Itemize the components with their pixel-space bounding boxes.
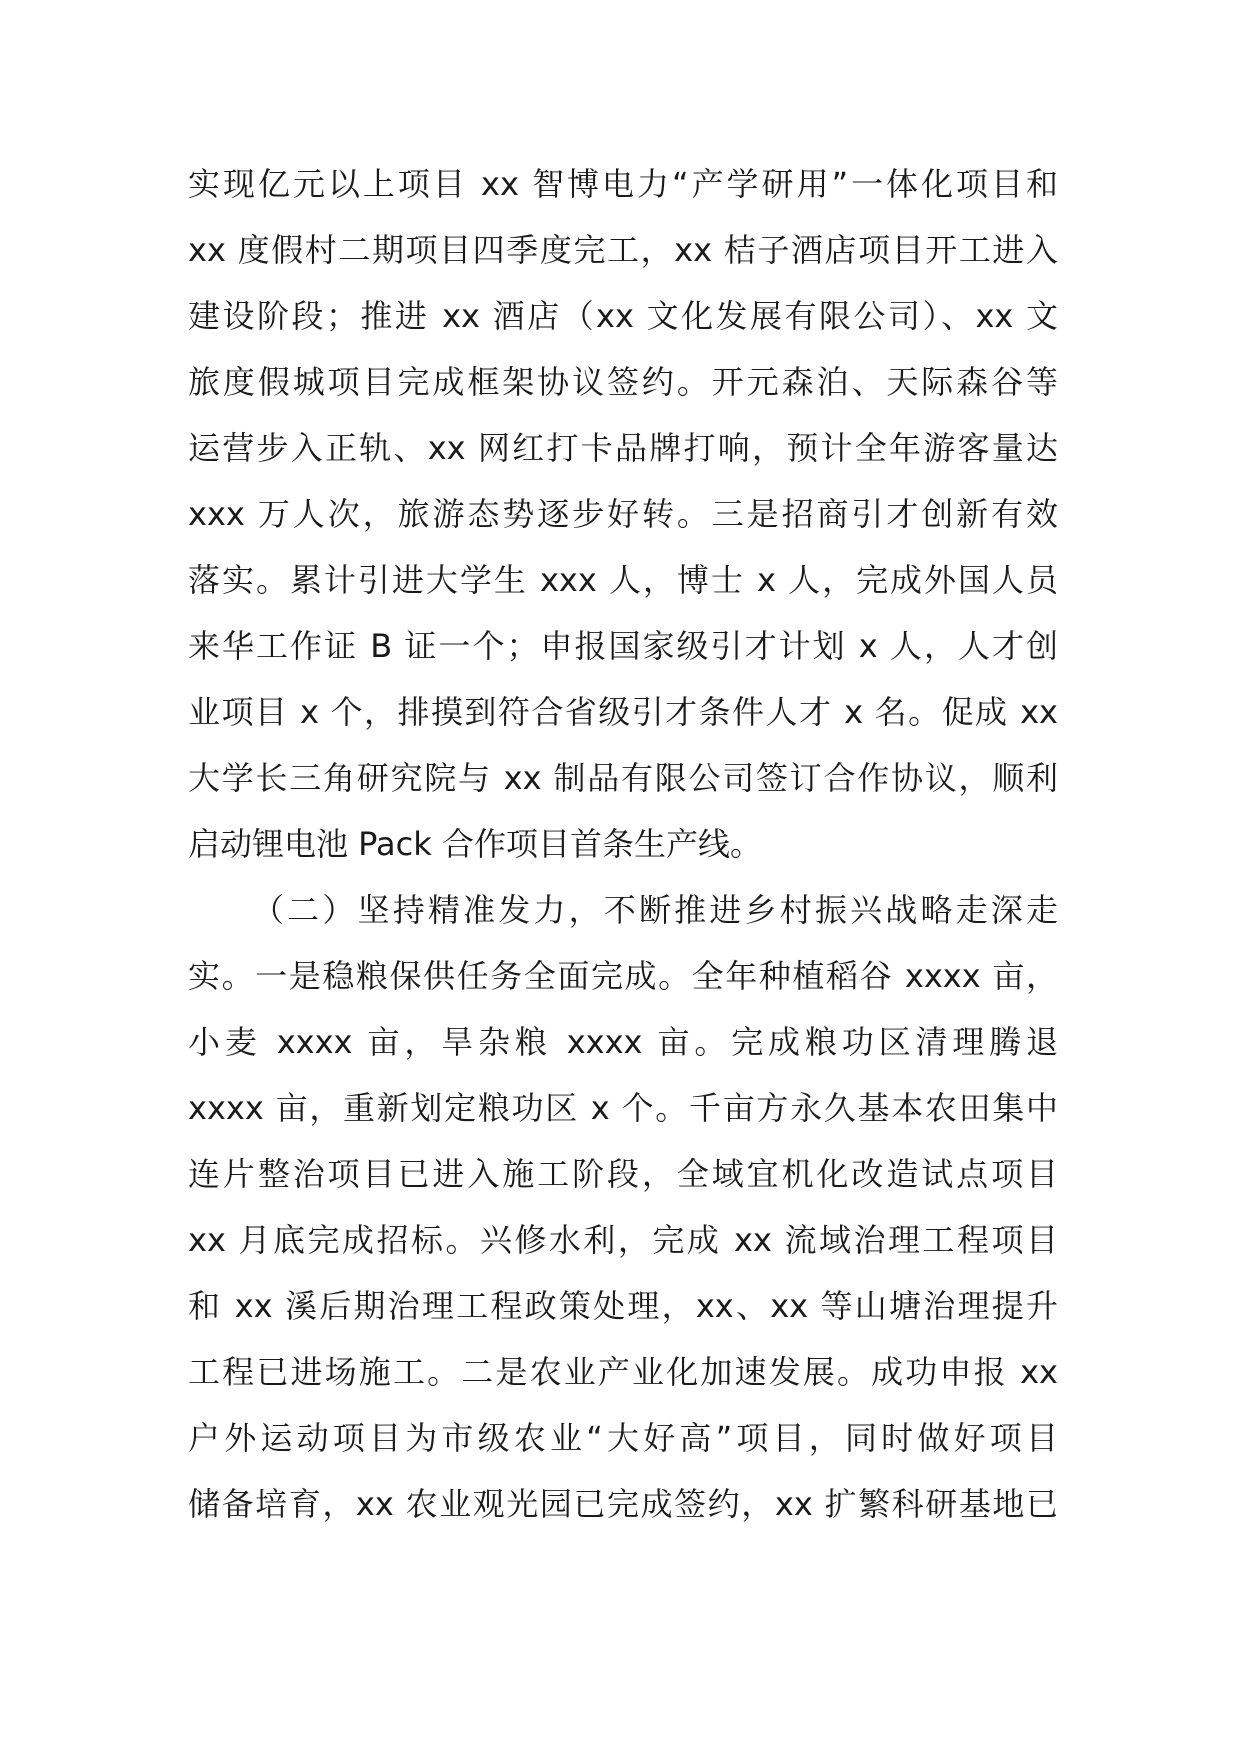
text-line: xxx 万人次，旅游态势逐步好转。三是招商引才创新有效	[188, 495, 1058, 533]
text-line: xxxx 亩，重新划定粮功区 x 个。千亩方永久基本农田集中	[188, 1089, 1058, 1127]
text-line: 来华工作证 B 证一个；申报国家级引才计划 x 人，人才创	[188, 627, 1058, 665]
text-line: 小麦 xxxx 亩，旱杂粮 xxxx 亩。完成粮功区清理腾退	[188, 1023, 1058, 1061]
text-line: 业项目 x 个，排摸到符合省级引才条件人才 x 名。促成 xx	[188, 693, 1058, 731]
text-line: 大学长三角研究院与 xx 制品有限公司签订合作协议，顺利	[188, 759, 1058, 797]
text-line: 实。一是稳粮保供任务全面完成。全年种植稻谷 xxxx 亩，	[188, 957, 1058, 995]
text-line: xx 月底完成招标。兴修水利，完成 xx 流域治理工程项目	[188, 1221, 1058, 1259]
text-line: 建设阶段；推进 xx 酒店（xx 文化发展有限公司）、xx 文	[188, 297, 1058, 335]
document-body	[188, 151, 1058, 1537]
text-line: 和 xx 溪后期治理工程政策处理，xx、xx 等山塘治理提升	[188, 1287, 1058, 1325]
text-line: xx 度假村二期项目四季度完工，xx 桔子酒店项目开工进入	[188, 231, 1058, 269]
text-line: 户外运动项目为市级农业“大好高”项目，同时做好项目	[188, 1419, 1058, 1457]
text-line: 连片整治项目已进入施工阶段，全域宜机化改造试点项目	[188, 1155, 1058, 1193]
text-line: 旅度假城项目完成框架协议签约。开元森泊、天际森谷等	[188, 363, 1058, 401]
text-line: 运营步入正轨、xx 网红打卡品牌打响，预计全年游客量达	[188, 429, 1058, 467]
paragraph-end-line: 启动锂电池 Pack 合作项目首条生产线。	[188, 825, 762, 863]
text-line: 储备培育，xx 农业观光园已完成签约，xx 扩繁科研基地已	[188, 1485, 1058, 1523]
text-line: 实现亿元以上项目 xx 智博电力“产学研用”一体化项目和	[188, 165, 1058, 203]
section-heading-line: （二）坚持精准发力，不断推进乡村振兴战略走深走	[252, 891, 1058, 929]
text-line: 工程已进场施工。二是农业产业化加速发展。成功申报 xx	[188, 1353, 1058, 1391]
text-line: 落实。累计引进大学生 xxx 人，博士 x 人，完成外国人员	[188, 561, 1058, 599]
